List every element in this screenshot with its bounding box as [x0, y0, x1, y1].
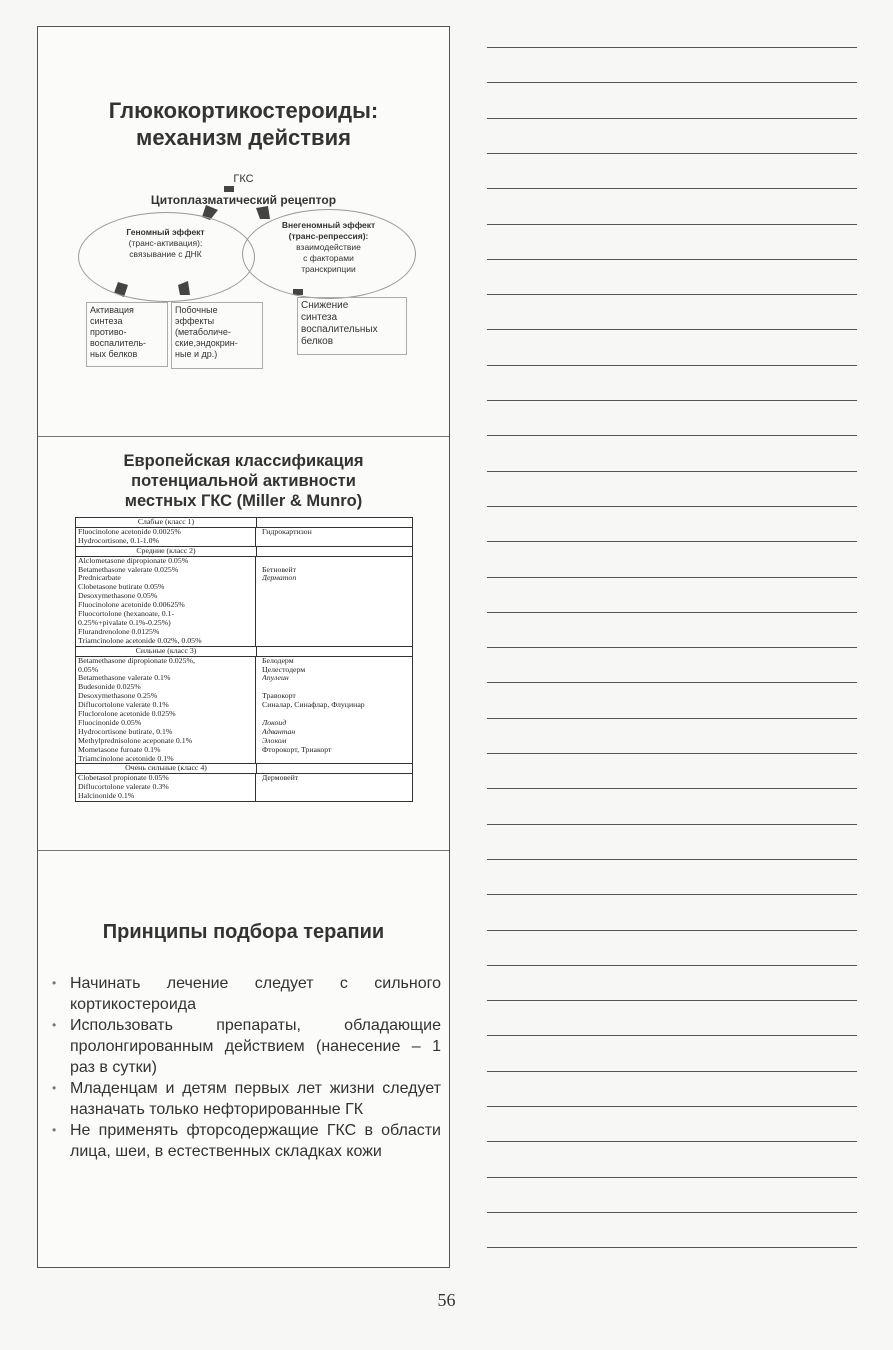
brand-name: Синалар, Синафлар, Флуцинар [262, 701, 365, 710]
note-line [487, 1177, 857, 1178]
table-row [76, 774, 412, 801]
title-line: местных ГКС (Miller & Munro) [124, 492, 363, 510]
note-line [487, 435, 857, 436]
note-line [487, 788, 857, 789]
text-line: воспалительных [301, 324, 378, 335]
arrow-icon [256, 206, 270, 219]
class-name: Сильные (класс 3) [76, 647, 257, 656]
note-line [487, 647, 857, 648]
text-line: Побочные [175, 305, 218, 315]
drug-list [76, 557, 256, 646]
note-line [487, 859, 857, 860]
class-header-empty [257, 647, 412, 656]
note-line [487, 188, 857, 189]
text-line: противо- [90, 327, 127, 337]
brand-name [262, 557, 406, 566]
class-header [76, 647, 412, 657]
note-line [487, 1141, 857, 1142]
drug-list [76, 774, 256, 801]
note-line [487, 718, 857, 719]
slide-mechanism [38, 27, 449, 437]
note-line [487, 577, 857, 578]
note-line [487, 400, 857, 401]
brand-name: Апулеин [262, 674, 289, 683]
slide-title: Принципы подбора терапии [102, 921, 385, 943]
class-name: Средние (класс 2) [76, 547, 257, 556]
drug-list [76, 657, 256, 764]
brand-name [262, 710, 406, 719]
drug-name: Alclometasone dipropionate 0.05% [78, 556, 189, 565]
drug-name: Betamethasone valerate 0.1% [78, 674, 171, 683]
text-line: синтеза [301, 312, 338, 323]
brand-name: Бетновейт [262, 565, 297, 574]
drug-list [76, 528, 256, 546]
text-line: взаимодействие [296, 242, 361, 252]
list-item: • Начинать лечение следует с сильного кортикостероида [56, 973, 441, 1015]
note-line [487, 1071, 857, 1072]
slide-classification [38, 437, 449, 851]
title-line: Европейская классификация [123, 452, 364, 470]
drug-name: Triamcinolone acetonide 0.02%, 0.05% [78, 636, 202, 645]
note-line [487, 824, 857, 825]
slides-column [37, 26, 450, 1268]
drug-name: Mometasone furoate 0.1% [78, 745, 161, 754]
brand-list [256, 557, 412, 646]
text-line: ские,эндокрин- [175, 338, 238, 348]
class-header-empty [257, 547, 412, 556]
drug-name: Fluocortolone (hexanoate, 0.1- [78, 610, 175, 619]
class-header [76, 547, 412, 557]
brand-name: Локоид [262, 718, 287, 727]
side-effects-box [171, 302, 263, 369]
note-line [487, 682, 857, 683]
drug-name: Desoxymethasone 0.25% [78, 692, 158, 701]
receptor-label: Цитоплазматический рецептор [150, 193, 337, 207]
reduced-synthesis-box [297, 297, 407, 355]
title-line: потенциальной активности [131, 472, 356, 490]
text-line: синтеза [90, 316, 123, 326]
note-line [487, 930, 857, 931]
principles-list [56, 973, 441, 1162]
note-line [487, 541, 857, 542]
brand-list [256, 657, 412, 764]
class-name: Слабые (класс 1) [76, 518, 257, 527]
text-line: Снижение [301, 300, 349, 311]
drug-name: Flurandrenolone 0.0125% [78, 627, 160, 636]
genomic-effect [98, 227, 233, 260]
drug-name: Desoxymethasone 0.05% [78, 592, 158, 601]
brand-name: Адвантан [262, 727, 296, 736]
table-row [76, 557, 412, 647]
page-number: 56 [437, 1290, 456, 1310]
text-line: воспалитель- [90, 338, 147, 348]
note-line [487, 1247, 857, 1248]
class-name: Очень сильные (класс 4) [76, 764, 257, 773]
class-header [76, 764, 412, 774]
drug-name: 0.05% [78, 665, 99, 674]
brand-list [256, 528, 412, 546]
note-line [487, 118, 857, 119]
text-line: Внегеномный эффект [281, 220, 376, 230]
note-line [487, 294, 857, 295]
title-line: Глюкокортикостероиды: [108, 98, 379, 123]
note-line [487, 47, 857, 48]
drug-name: Methylprednisolone aceponate 0.1% [78, 736, 193, 745]
note-line [487, 259, 857, 260]
note-lines [487, 0, 857, 1350]
drug-name: Betamethasone dipropionate 0.025%, [78, 656, 195, 665]
drug-name: Budesonide 0.025% [78, 683, 141, 692]
drug-name: Hydrocortisone, 0.1-1.0% [78, 536, 159, 545]
drug-name: Fluocinolone acetonide 0.00625% [78, 601, 185, 610]
note-line [487, 1106, 857, 1107]
classification-table [75, 517, 413, 802]
drug-name: Fluocinolone acetonide 0.0025% [78, 527, 181, 536]
arrow-icon [224, 186, 234, 192]
drug-name: Fluclorolone acetonide 0.025% [78, 710, 176, 719]
brand-name: Фторокорт, Триакорт [262, 745, 332, 754]
note-line [487, 894, 857, 895]
nongenomic-effect [266, 220, 391, 275]
text-line: Геномный эффект [126, 227, 205, 237]
slide-principles [38, 851, 449, 1267]
note-line [487, 1212, 857, 1213]
list-item: • Использовать препараты, обладающие пролонгированным действием (нанесение – 1 раз в сутки) [56, 1015, 441, 1078]
drug-name: Clobetasol propionate 0.05% [78, 774, 169, 783]
title-line: механизм действия [136, 125, 351, 150]
note-line [487, 471, 857, 472]
text-line: связывание с ДНК [129, 249, 202, 259]
drug-name: Betamethasone valerate 0.025% [78, 565, 179, 574]
note-line [487, 506, 857, 507]
text-line: транскрипции [301, 264, 356, 274]
drug-name: Triamcinolone acetonide 0.1% [78, 754, 174, 763]
gks-label: ГКС [233, 173, 254, 185]
anti-inflammatory-box [86, 302, 168, 367]
drug-name: Clobetasone butirate 0.05% [78, 583, 165, 592]
note-line [487, 329, 857, 330]
list-item: • Не применять фторсодержащие ГКС в области лица, шеи, в естественных складках кожи [56, 1120, 441, 1162]
brand-name: Травокорт [262, 692, 296, 701]
drug-name: Fluocinonide 0.05% [78, 718, 142, 727]
note-line [487, 153, 857, 154]
drug-name: 0.25%+pivalate 0.1%-0.25%) [78, 618, 171, 627]
note-line [487, 82, 857, 83]
brand-name [262, 683, 406, 692]
brand-list [256, 774, 412, 801]
list-item: • Младенцам и детям первых лет жизни следует назначать только нефторированные ГК [56, 1078, 441, 1120]
text-line: (транс-репрессия): [288, 231, 369, 241]
note-line [487, 1000, 857, 1001]
note-line [487, 1035, 857, 1036]
note-line [487, 965, 857, 966]
note-line [487, 753, 857, 754]
text-line: белков [301, 336, 334, 347]
class-header-empty [257, 764, 412, 773]
drug-name: Diflucortolone valerate 0.3% [78, 783, 169, 792]
brand-name: Целестодерм [262, 665, 306, 674]
text-line: Активация [90, 305, 134, 315]
text-line: (транс-активация): [128, 238, 203, 248]
text-line: эффекты [175, 316, 215, 326]
brand-name: Гидрокартизон [262, 527, 312, 536]
brand-name: Белодерм [262, 656, 294, 665]
table-row [76, 528, 412, 547]
drug-name: Prednicarbate [78, 574, 121, 583]
note-line [487, 612, 857, 613]
drug-name: Halcinonide 0.1% [78, 792, 135, 801]
text-line: ные и др.) [175, 349, 218, 359]
table-row [76, 657, 412, 765]
note-line [487, 224, 857, 225]
text-line: с факторами [303, 253, 354, 263]
text-line: ных белков [90, 349, 138, 359]
slide-title [38, 451, 449, 511]
class-header-empty [257, 518, 412, 527]
drug-name: Hydrocortisone butirate, 0.1% [78, 727, 173, 736]
drug-name: Diflucortolone valerate 0.1% [78, 701, 169, 710]
class-header [76, 518, 412, 528]
brand-name: Дерматоп [262, 574, 297, 583]
brand-name: Дермовейт [262, 774, 299, 783]
text-line: (метаболиче- [175, 327, 231, 337]
brand-name: Элоком [262, 736, 287, 745]
note-line [487, 365, 857, 366]
